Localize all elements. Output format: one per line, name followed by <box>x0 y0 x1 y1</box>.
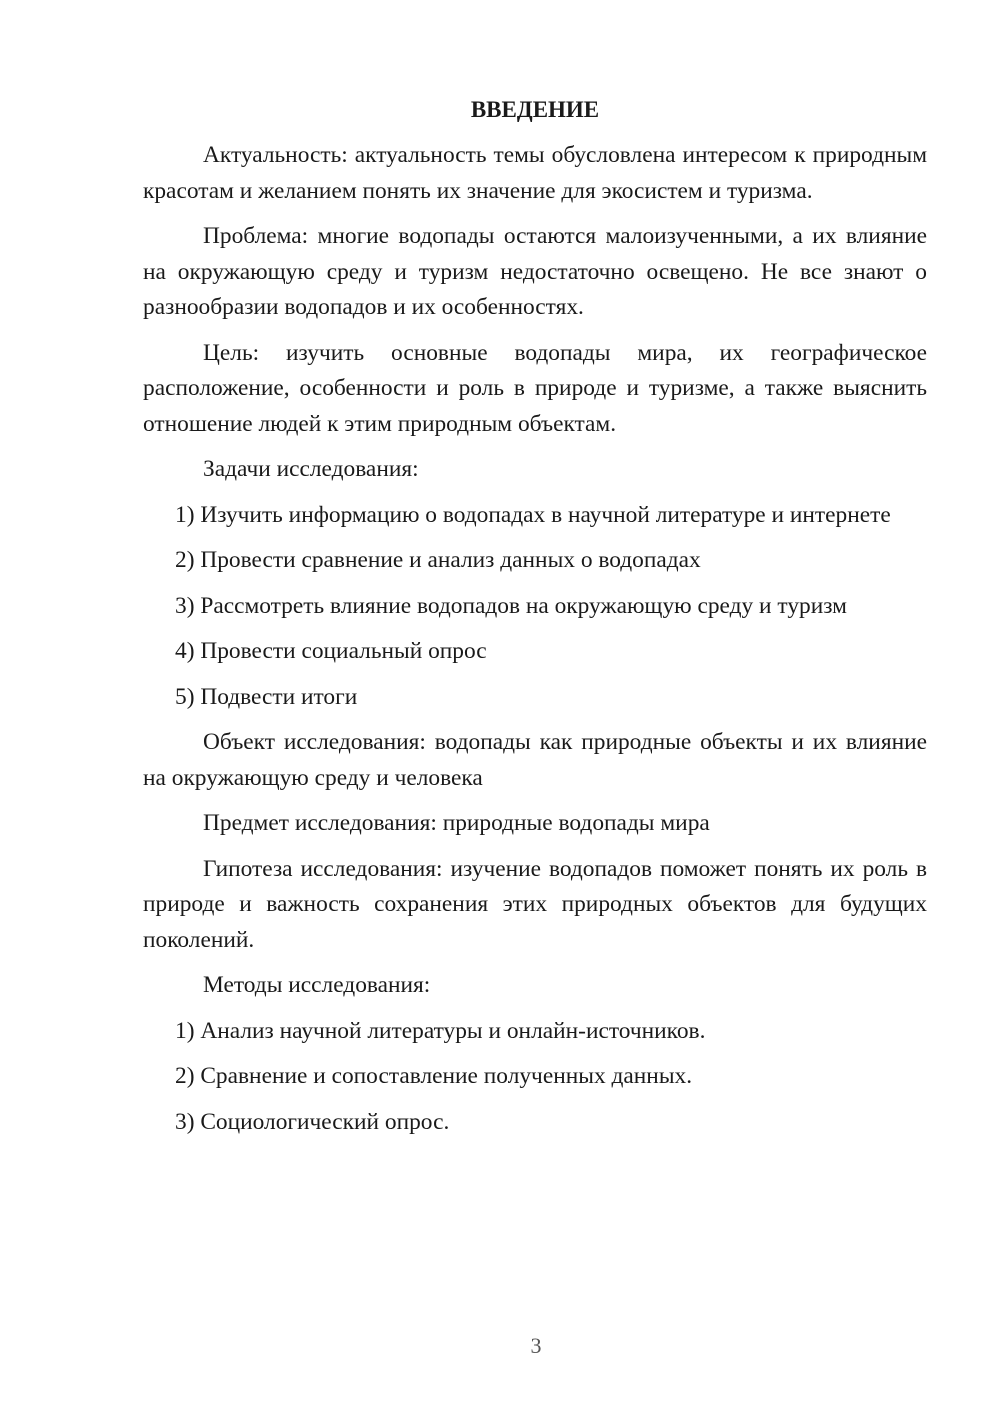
hypothesis-paragraph: Гипотеза исследования: изучение водопадов поможет понять их роль в природе и важность сохранения этих природных объектов для будущих поколений. <box>143 855 927 953</box>
method-item: 1) Анализ научной литературы и онлайн-источников. <box>175 1017 706 1044</box>
task-item: 2) Провести сравнение и анализ данных о водопадах <box>175 547 701 573</box>
subject-paragraph: Предмет исследования: природные водопады мира <box>203 810 710 836</box>
problem-paragraph: Проблема: многие водопады остаются малоизученными, а их влияние на окружающую среду и туризм недостаточно освещено. Не все знают о разнообразии водопадов и их особенностях. <box>143 223 927 320</box>
page-title: ВВЕДЕНИЕ <box>470 97 600 122</box>
task-item: 4) Провести социальный опрос <box>175 638 487 664</box>
page-number: 3 <box>530 1333 542 1358</box>
goal-paragraph: Цель: изучить основные водопады мира, их географическое расположение, особенности и роль в природе и туризме, а также выяснить отношение людей к этим природным объектам. <box>143 339 927 437</box>
relevance-paragraph: Актуальность: актуальность темы обусловлена интересом к природным красотам и желанием понять их значение для экосистем и туризма. <box>143 142 927 204</box>
methods-heading: Методы исследования: <box>203 972 431 998</box>
object-paragraph: Объект исследования: водопады как природные объекты и их влияние на окружающую среду и человека <box>143 729 927 791</box>
method-item: 3) Социологический опрос. <box>175 1108 450 1135</box>
tasks-heading: Задачи исследования: <box>203 456 419 482</box>
method-item: 2) Сравнение и сопоставление полученных данных. <box>175 1063 693 1089</box>
page-content <box>143 92 927 1150</box>
task-item: 3) Рассмотреть влияние водопадов на окружающую среду и туризм <box>175 592 847 619</box>
task-item: 5) Подвести итоги <box>175 683 358 710</box>
task-item: 1) Изучить информацию о водопадах в научной литературе и интернете <box>175 501 891 528</box>
